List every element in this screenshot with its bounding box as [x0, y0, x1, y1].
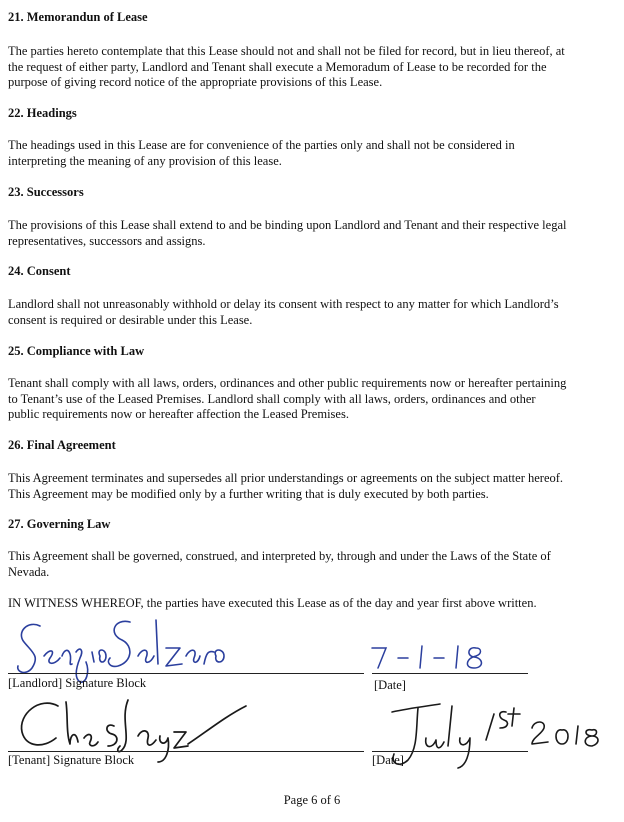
landlord-signature-line [8, 673, 364, 674]
section-23-line-1: The provisions of this Lease shall extend to and be binding upon Landlord and Tenant and their respective legal [8, 218, 567, 232]
landlord-signature-label: [Landlord] Signature Block [8, 676, 147, 690]
section-27-line-1: This Agreement shall be governed, construed, and interpreted by, through and under the Laws of the State of [8, 549, 551, 563]
tenant-signature-line [8, 751, 364, 752]
tenant-signature-label: [Tenant] Signature Block [8, 753, 135, 767]
section-23-body [8, 218, 614, 249]
section-26-line-1: This Agreement terminates and supersedes all prior understandings or agreements on the subject matter hereof. [8, 471, 564, 485]
section-21-line-1: The parties hereto contemplate that this Lease should not and shall not be filed for record, but in lieu thereof, at [8, 44, 565, 58]
landlord-date-handwritten [364, 640, 494, 674]
page-number: Page 6 of 6 [283, 793, 341, 807]
section-21-line-2: the request of either party, Landlord and Tenant shall execute a Memoradum of Lease to be recorded for the [8, 59, 547, 74]
landlord-date-label: [Date] [374, 678, 406, 692]
section-27-line-2: Nevada. [8, 564, 50, 579]
section-26-body [8, 471, 614, 502]
section-24-body [8, 297, 614, 328]
section-21-line-3: purpose of giving record notice of the appropriate provisions of this Lease. [8, 75, 383, 89]
landlord-date-line [372, 673, 528, 674]
section-22-body [8, 138, 614, 169]
witness-line: IN WITNESS WHEREOF, the parties have executed this Lease as of the day and year first above written. [8, 596, 537, 610]
section-23-heading: 23. Successors [8, 185, 84, 199]
section-24-line-1: Landlord shall not unreasonably withhold or delay its consent with respect to any matter for which Landlord’s [8, 297, 559, 311]
section-22-heading: 22. Headings [8, 106, 77, 120]
section-24-line-2: consent is required or desirable under this Lease. [8, 312, 253, 327]
tenant-date-label: [Date] [372, 753, 404, 767]
section-25-body [8, 376, 614, 423]
section-22-line-1: The headings used in this Lease are for convenience of the parties only and shall not be considered in [8, 138, 515, 152]
section-25-heading: 25. Compliance with Law [8, 344, 145, 358]
section-25-line-3: public requirements now or hereafter affection the Leased Premises. [8, 407, 349, 421]
section-25-line-1: Tenant shall comply with all laws, orders, ordinances and other public requirements now or hereafter pertaining [8, 376, 567, 390]
witness-statement [8, 596, 614, 612]
section-21-heading: 21. Memorandun of Lease [8, 10, 148, 24]
section-24-heading: 24. Consent [8, 264, 71, 278]
section-21-body [8, 44, 614, 91]
section-23-line-2: representatives, successors and assigns. [8, 233, 206, 248]
section-27-body [8, 549, 614, 580]
section-27-heading: 27. Governing Law [8, 517, 111, 531]
section-25-line-2: to Tenant’s use of the Leased Premises. Landlord shall comply with all laws, orders, ordinances and other [8, 391, 536, 406]
section-26-line-2: This Agreement may be modified only by a further writing that is duly executed by both parties. [8, 486, 489, 501]
tenant-date-line [372, 751, 528, 752]
section-26-heading: 26. Final Agreement [8, 438, 116, 452]
section-22-line-2: interpreting the meaning of any provision of this lease. [8, 153, 282, 168]
